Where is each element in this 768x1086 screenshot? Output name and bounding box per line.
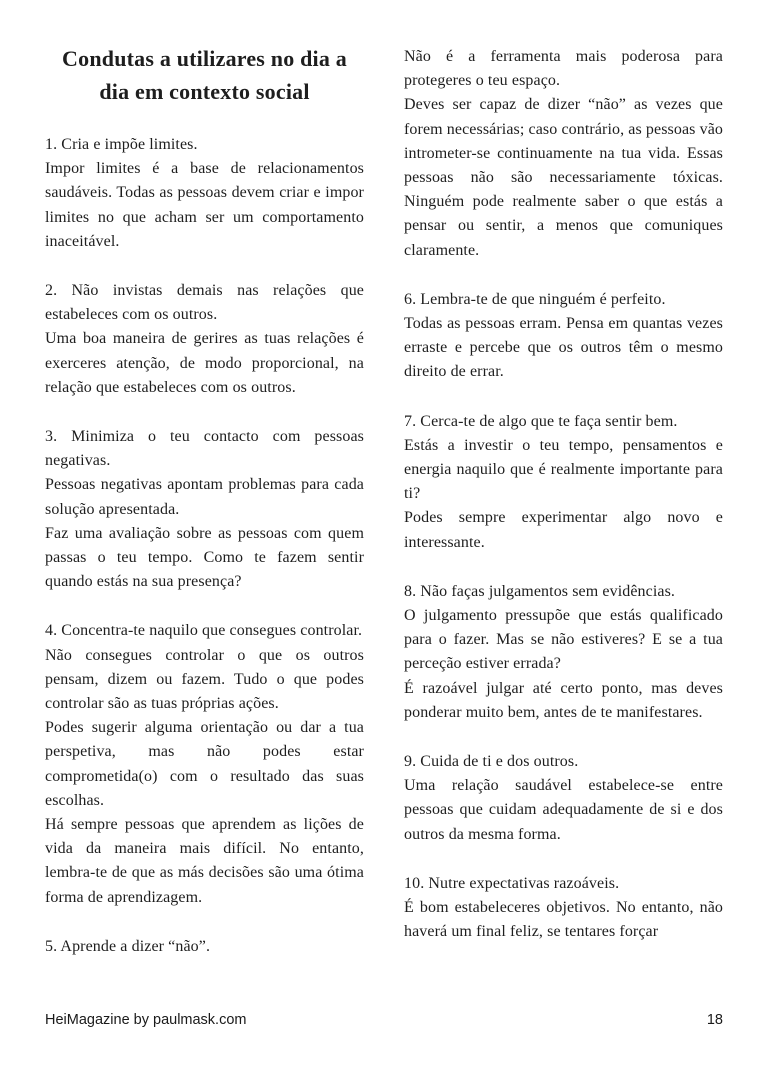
item-10-body: É bom estabeleceres objetivos. No entanto, não haverá um final feliz, se tentares forçar (404, 899, 723, 941)
item-7-body-1: Estás a investir o teu tempo, pensamentos e energia naquilo que é realmente importante para ti? (404, 436, 723, 503)
item-4-body-3: Há sempre pessoas que aprendem as lições de vida da maneira mais difícil. No entanto, lembra-te de que as más decisões são uma ótima forma de aprendizagem. (45, 816, 364, 906)
item-9-heading: 9. Cuida de ti e dos outros. (404, 753, 579, 771)
item-4-heading: 4. Concentra-te naquilo que consegues controlar. (45, 622, 363, 640)
item-6-body: Todas as pessoas erram. Pensa em quantas vezes erraste e percebe que os outros têm o mesmo direito de errar. (404, 315, 723, 381)
item-1-heading: 1. Cria e impõe limites. (45, 136, 198, 153)
page-footer (45, 1012, 723, 1028)
item-3-body-1: Pessoas negativas apontam problemas para cada solução apresentada. (45, 476, 364, 518)
item-8-body-1: O julgamento pressupõe que estás qualificado para o fazer. Mas se não estiveres? E se a tua perceção estiver errada? (404, 607, 723, 673)
item-5-heading: 5. Aprende a dizer “não”. (45, 937, 211, 955)
item-8-heading: 8. Não faças julgamentos sem evidências. (404, 582, 676, 600)
item-3-body-2: Faz uma avaliação sobre as pessoas com quem passas o teu tempo. Como te fazem sentir quando estás na sua presença? (45, 524, 364, 591)
item-10-heading: 10. Nutre expectativas razoáveis. (404, 874, 620, 892)
item-1-body: Impor limites é a base de relacionamentos saudáveis. Todas as pessoas devem criar e impor limites no que acham ser um comportamento inaceitável. (45, 160, 364, 250)
item-3-heading: 3. Minimiza o teu contacto com pessoas negativas. (45, 428, 364, 470)
page-title: Condutas a utilizares no dia a dia em contexto social (62, 46, 347, 104)
right-column (404, 42, 723, 959)
item-2-body: Uma boa maneira de gerires as tuas relações é exerceres atenção, de modo proporcional, na relação que estabeleces com os outros. (45, 330, 364, 396)
item-6-heading: 6. Lembra-te de que ninguém é perfeito. (404, 290, 666, 308)
page-number: 18 (706, 1012, 723, 1028)
item-5-body-1: Não é a ferramenta mais poderosa para protegeres o teu espaço. (404, 48, 723, 90)
item-2-heading: 2. Não invistas demais nas relações que estabeleces com os outros. (45, 282, 364, 324)
page-content (45, 42, 723, 959)
item-8-body-2: É razoável julgar até certo ponto, mas deves ponderar muito bem, antes de te manifestares. (404, 679, 723, 721)
item-7-heading: 7. Cerca-te de algo que te faça sentir bem. (404, 412, 678, 430)
item-7-body-2: Podes sempre experimentar algo novo e interessante. (404, 509, 723, 551)
item-5-body-2: Deves ser capaz de dizer “não” as vezes que forem necessárias; caso contrário, as pessoas vão intrometer-se continuamente na tua vida. Essas pessoas não são necessariamente tóxicas. Ninguém pode realmente saber o que estás a pensar ou sentir, a menos que comuniques claramente. (404, 96, 724, 259)
item-4-body-1: Não consegues controlar o que os outros pensam, dizem ou fazem. Tudo o que podes controlar são as tuas próprias ações. (45, 646, 364, 713)
footer-credit: HeiMagazine by paulmask.com (45, 1012, 247, 1028)
left-column (45, 42, 364, 959)
item-9-body: Uma relação saudável estabelece-se entre pessoas que cuidam adequadamente de si e dos outros da mesma forma. (404, 777, 723, 843)
item-4-body-2: Podes sugerir alguma orientação ou dar a tua perspetiva, mas não podes estar comprometida(o) com o resultado das suas escolhas. (45, 719, 364, 809)
